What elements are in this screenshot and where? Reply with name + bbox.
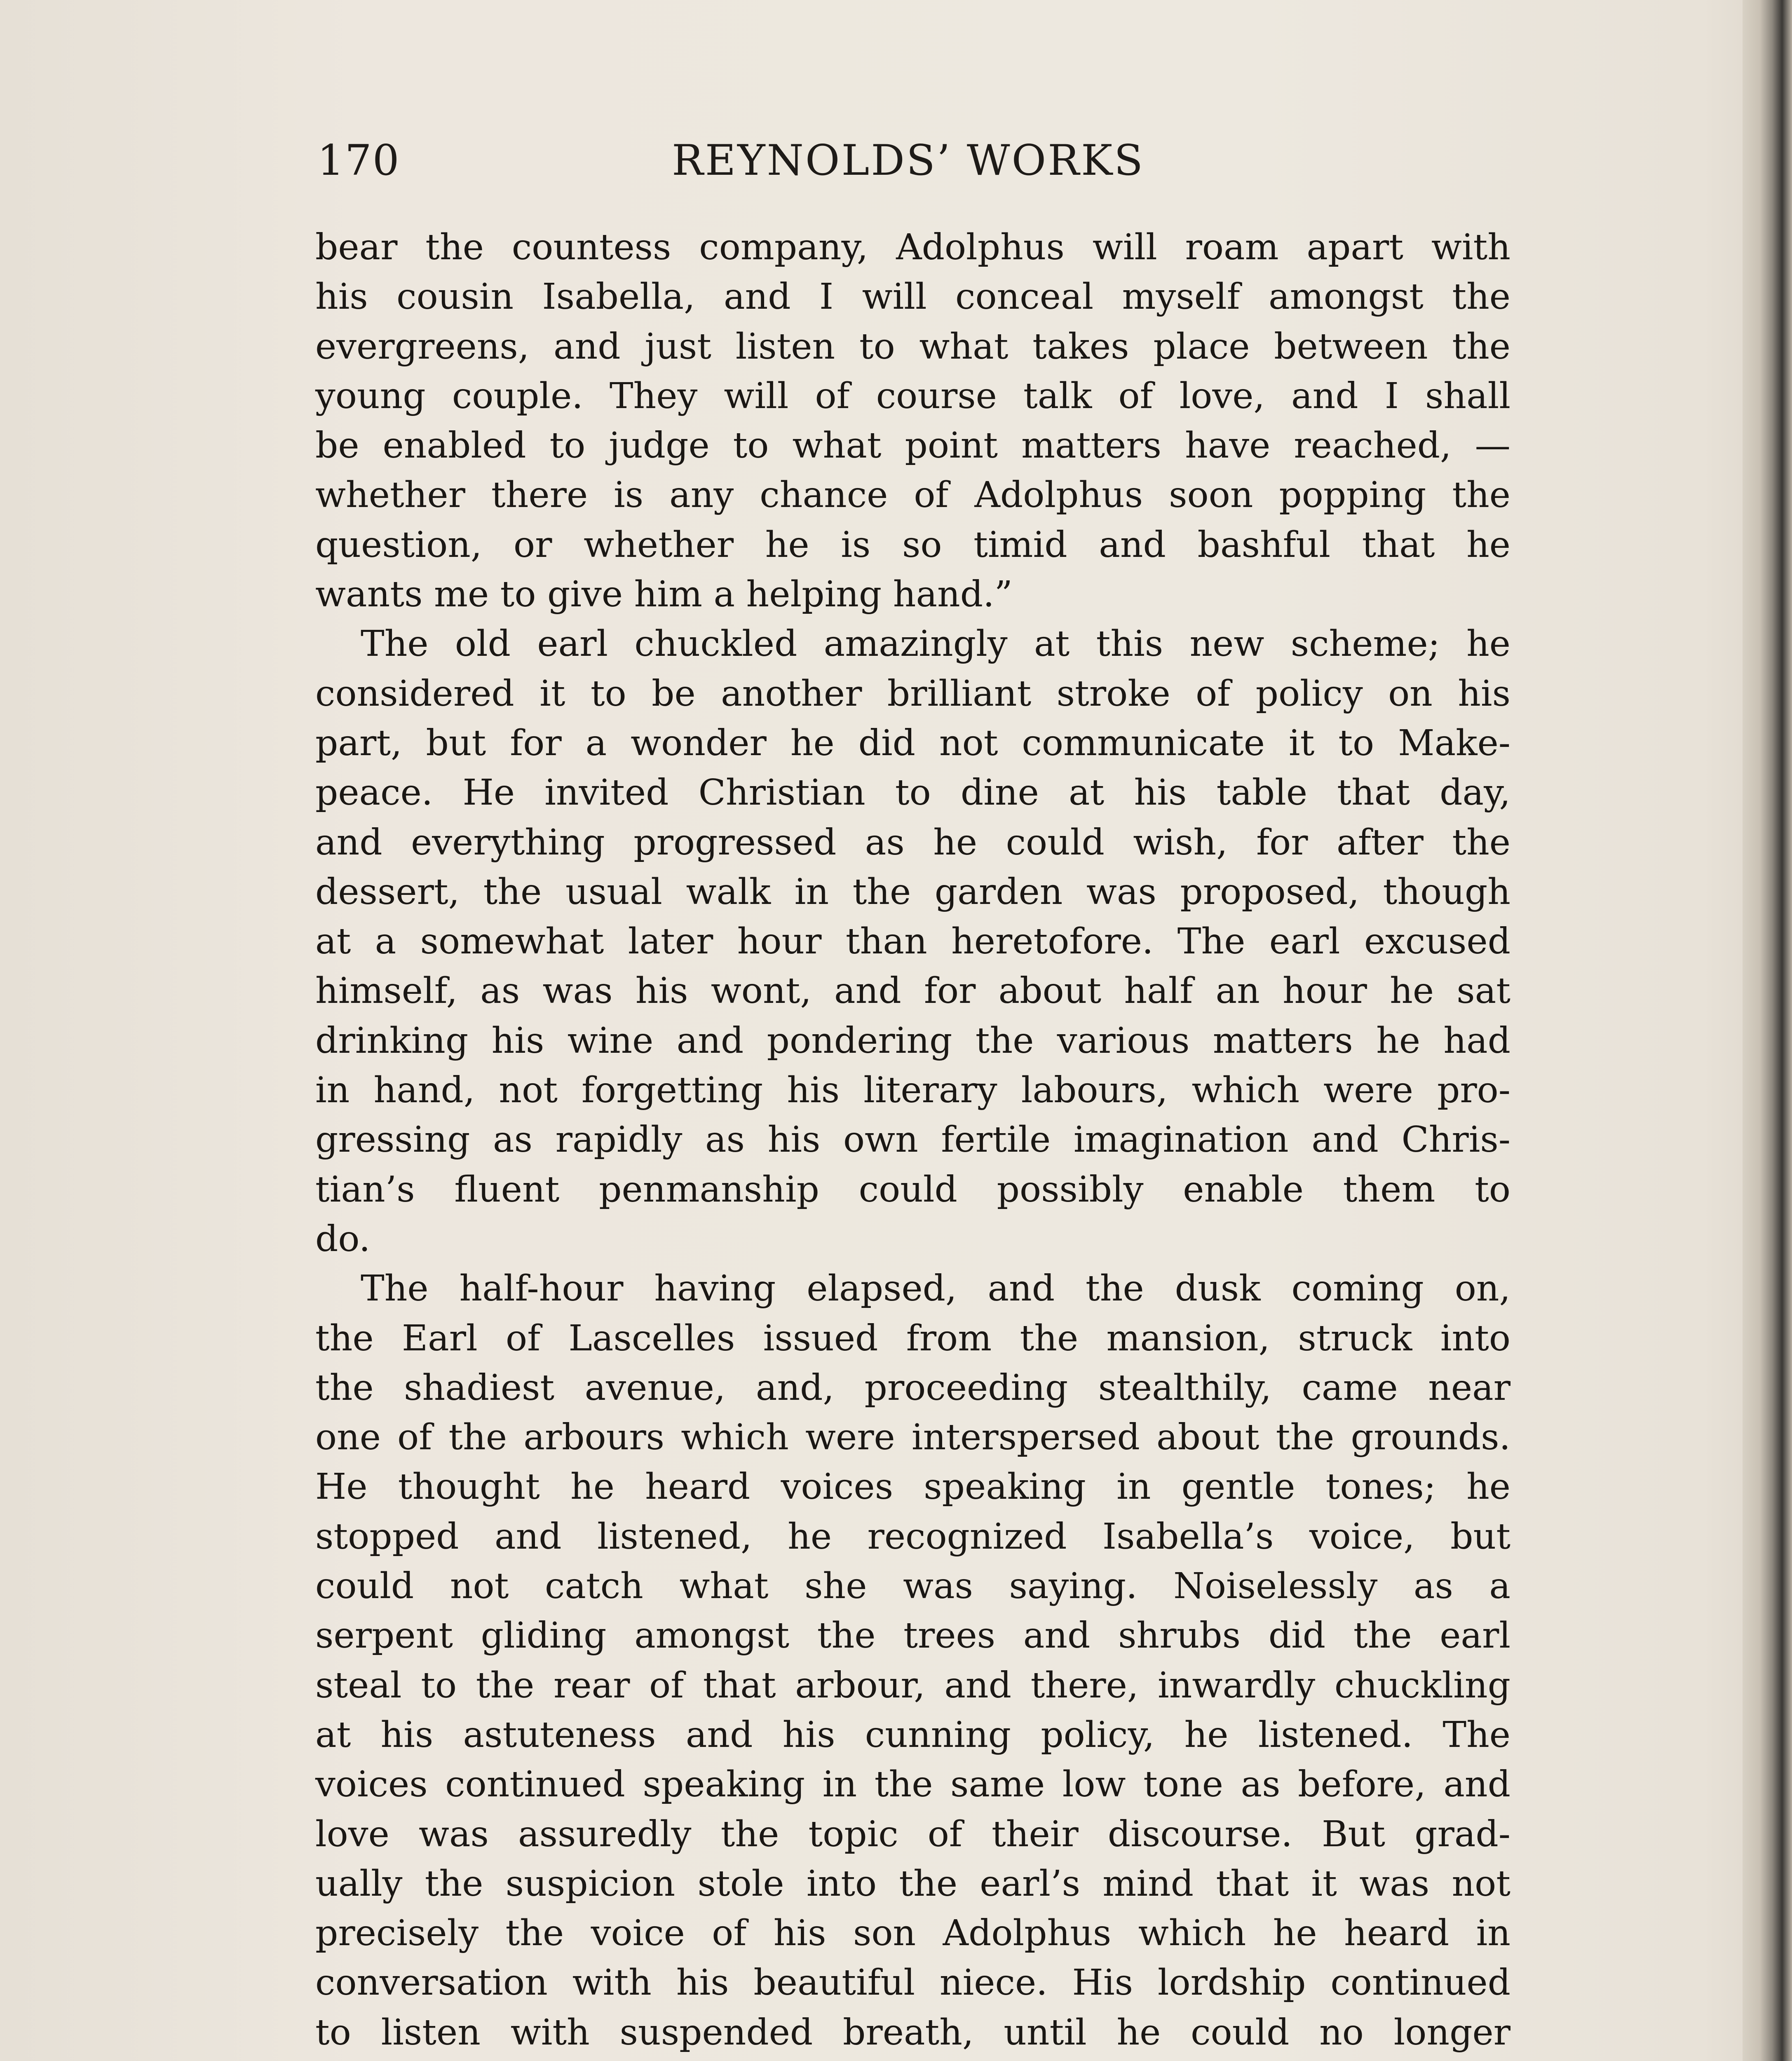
- text-line: question, or whether he is so timid and bashful that he: [315, 524, 1511, 566]
- text-line: evergreens, and just listen to what takes place between the: [315, 326, 1511, 367]
- text-line: gressing as rapidly as his own fertile imagination and Chris-: [315, 1119, 1511, 1161]
- body-text: [315, 223, 1511, 2061]
- text-line: precisely the voice of his son Adolphus which he heard in: [315, 1913, 1511, 1954]
- running-head: REYNOLDS’ WORKS: [672, 136, 1145, 185]
- text-line: to listen with suspended breath, until he could no longer: [315, 2012, 1511, 2053]
- text-line: serpent gliding amongst the trees and shrubs did the earl: [315, 1615, 1511, 1657]
- paragraph: [315, 223, 1511, 619]
- text-line: peace. He invited Christian to dine at his table that day,: [315, 772, 1511, 814]
- paragraph: [315, 1264, 1511, 2061]
- text-line: [315, 2057, 1511, 2061]
- text-line: himself, as was his wont, and for about half an hour he sat: [315, 970, 1511, 1012]
- text-line: ually the suspicion stole into the earl’s mind that it was not: [315, 1863, 1511, 1904]
- text-line: could not catch what she was saying. Noiselessly as a: [315, 1566, 1511, 1607]
- text-line: tian’s fluent penmanship could possibly enable them to: [315, 1169, 1511, 1210]
- paragraph: [315, 619, 1511, 1264]
- text-line: at his astuteness and his cunning policy, he listened. The: [315, 1714, 1511, 1756]
- text-line: at a somewhat later hour than heretofore. The earl excused: [315, 921, 1511, 962]
- text-line: in hand, not forgetting his literary labours, which were pro-: [315, 1070, 1511, 1111]
- text-line: wants me to give him a helping hand.”: [315, 574, 1013, 615]
- text-line: the shadiest avenue, and, proceeding stealthily, came near: [315, 1367, 1511, 1408]
- text-line: considered it to be another brilliant stroke of policy on his: [315, 673, 1511, 714]
- text-line: voices continued speaking in the same low tone as before, and: [315, 1764, 1511, 1805]
- text-line: one of the arbours which were interspersed about the grounds.: [315, 1417, 1511, 1458]
- page-header: [317, 136, 1513, 198]
- text-line: bear the countess company, Adolphus will roam apart with: [315, 227, 1511, 268]
- page-number: 170: [317, 136, 400, 185]
- text-line: his cousin Isabella, and I will conceal myself amongst the: [315, 276, 1511, 318]
- text-line: conversation with his beautiful niece. His lordship continued: [315, 1962, 1511, 2004]
- page-edge-shadow: [1743, 0, 1792, 2061]
- text-line: young couple. They will of course talk of love, and I shall: [315, 375, 1511, 417]
- text-line: be enabled to judge to what point matters have reached, —: [315, 425, 1511, 467]
- text-line: The half-hour having elapsed, and the dusk coming on,: [361, 1268, 1511, 1310]
- text-line: dessert, the usual walk in the garden was proposed, though: [315, 871, 1511, 913]
- text-line: and everything progressed as he could wish, for after the: [315, 822, 1511, 863]
- text-line: do.: [315, 1218, 371, 1260]
- text-line: drinking his wine and pondering the various matters he had: [315, 1020, 1511, 1061]
- text-line: stopped and listened, he recognized Isabella’s voice, but: [315, 1516, 1511, 1557]
- text-line: He thought he heard voices speaking in gentle tones; he: [315, 1466, 1511, 1508]
- text-line: steal to the rear of that arbour, and there, inwardly chuckling: [315, 1664, 1511, 1706]
- text-line: the Earl of Lascelles issued from the mansion, struck into: [315, 1317, 1511, 1359]
- text-line: The old earl chuckled amazingly at this new scheme; he: [361, 623, 1511, 665]
- text-line: love was assuredly the topic of their discourse. But grad-: [315, 1813, 1511, 1855]
- text-line: part, but for a wonder he did not communicate it to Make-: [315, 722, 1511, 764]
- text-line: whether there is any chance of Adolphus soon popping the: [315, 474, 1511, 516]
